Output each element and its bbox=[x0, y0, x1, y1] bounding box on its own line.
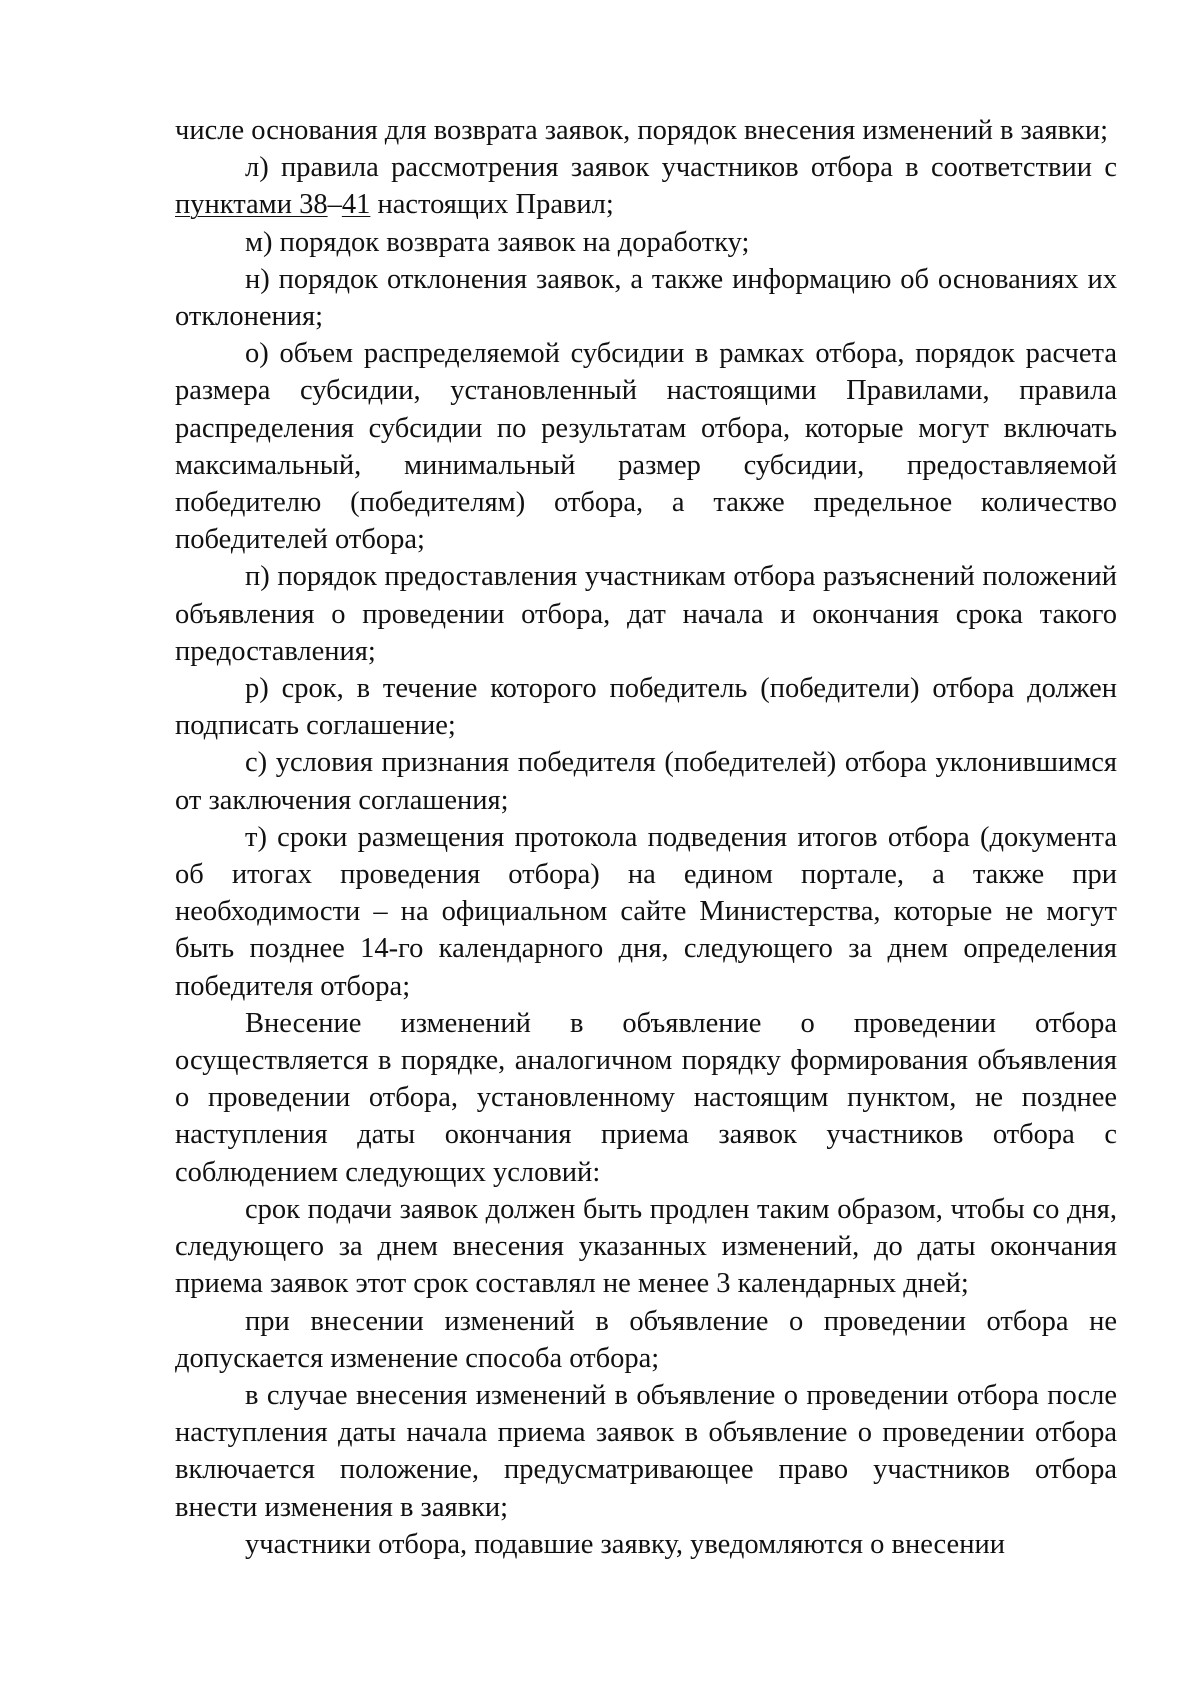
paragraph-item-t: т) сроки размещения протокола подведения итогов отбора (документа об итогах проведения отбора) на едином портале, а также при необходимости – на официальном сайте Министерства, которые не могут быть позднее 14-го календарного дня, следующего за днем определения победителя отбора; bbox=[175, 821, 1117, 1002]
paragraph-item-m: м) порядок возврата заявок на доработку; bbox=[245, 226, 750, 258]
paragraph-condition-deadline: срок подачи заявок должен быть продлен таким образом, чтобы со дня, следующего за днем внесения указанных изменений, до даты окончания приема заявок этот срок составлял не менее 3 календарных дней; bbox=[175, 1193, 1117, 1300]
document-body bbox=[175, 112, 1117, 1563]
paragraph-item-l bbox=[175, 149, 1117, 223]
paragraph-item-o: о) объем распределяемой субсидии в рамках отбора, порядок расчета размера субсидии, установленный настоящими Правилами, правила распределения субсидии по результатам отбора, которые могут включать максимальный, минимальный размер субсидии, предоставляемой победителю (победителям) отбора, а также предельное количество победителей отбора; bbox=[175, 338, 1117, 556]
paragraph-text: л) правила рассмотрения заявок участников отбора в соответствии с bbox=[245, 152, 1117, 184]
dash-separator: – bbox=[327, 189, 342, 221]
paragraph-item-r: р) срок, в течение которого победитель (победители) отбора должен подписать соглашение; bbox=[175, 673, 1117, 742]
paragraph-condition-right: в случае внесения изменений в объявление о проведении отбора после наступления даты начала приема заявок в объявление о проведении отбора включается положение, предусматривающее право участников отбора внести изменения в заявки; bbox=[175, 1379, 1117, 1523]
paragraph-changes: Внесение изменений в объявление о проведении отбора осуществляется в порядке, аналогичном порядку формирования объявления о проведении отбора, установленному настоящим пунктом, не позднее наступления даты окончания приема заявок участников отбора с соблюдением следующих условий: bbox=[175, 1007, 1117, 1188]
paragraph-condition-method: при внесении изменений в объявление о проведении отбора не допускается изменение способа отбора; bbox=[175, 1305, 1117, 1374]
paragraph-item-n: н) порядок отклонения заявок, а также информацию об основаниях их отклонения; bbox=[175, 263, 1117, 333]
link-point-41[interactable]: 41 bbox=[341, 189, 371, 221]
paragraph-item-p: п) порядок предоставления участникам отбора разъяснений положений объявления о проведении отбора, дат начала и окончания срока такого предоставления; bbox=[175, 561, 1117, 667]
link-points-38[interactable]: пунктами 38 bbox=[175, 189, 328, 221]
paragraph-condition-notice: участники отбора, подавшие заявку, уведомляются о внесении bbox=[245, 1528, 1005, 1560]
paragraph-text: настоящих Правил; bbox=[370, 189, 614, 221]
paragraph-item-s: с) условия признания победителя (победителей) отбора уклонившимся от заключения соглашения; bbox=[175, 747, 1117, 816]
paragraph-continuation: числе основания для возврата заявок, порядок внесения изменений в заявки; bbox=[175, 115, 1109, 146]
